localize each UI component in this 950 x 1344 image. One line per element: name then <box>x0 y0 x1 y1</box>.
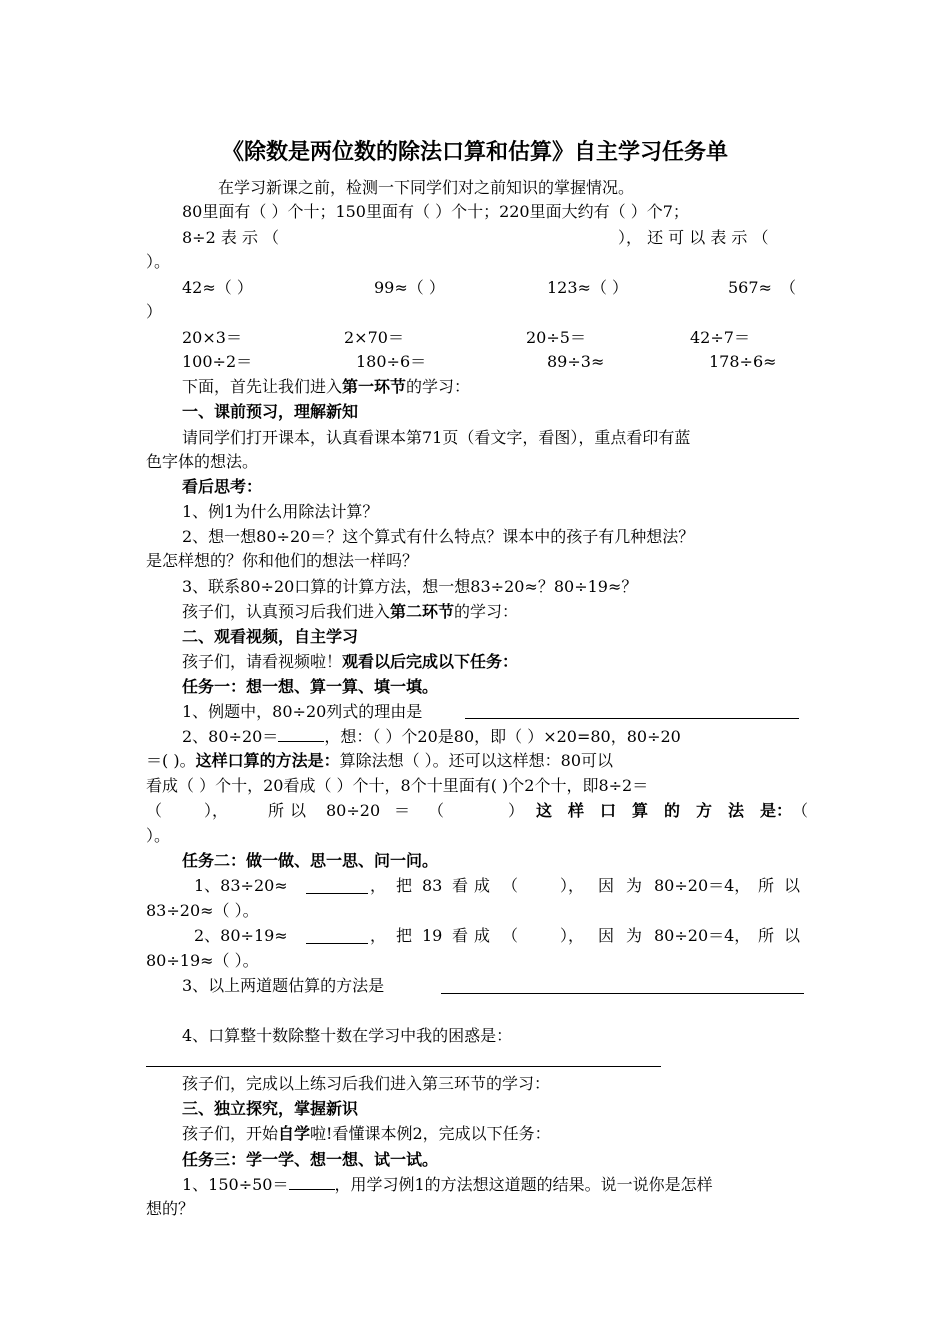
text: 以 <box>290 801 307 820</box>
answer-line[interactable] <box>146 1066 661 1067</box>
task2-item-3: 3、以上两道题估算的方法是 <box>182 976 385 995</box>
text: 80÷20 <box>326 801 381 820</box>
text: ）， <box>560 926 585 945</box>
task2-item-1 <box>194 874 806 898</box>
text: ， <box>370 876 387 895</box>
calc-item: 89÷3≈ <box>547 352 605 371</box>
emphasis: 法 <box>728 801 745 820</box>
text: ＝( )。 <box>146 751 196 770</box>
task2-item-4: 4、口算整十数除整十数在学习中我的困惑是： <box>182 1026 513 1045</box>
text: 1、例题中，80÷20列式的理由是 <box>182 702 423 721</box>
text: 1、83÷20≈ <box>194 876 288 895</box>
emphasis: 自学 <box>278 1124 311 1143</box>
text: 为 <box>626 876 643 895</box>
emphasis: 这 <box>536 801 553 820</box>
approx-item: 567≈ （ <box>728 278 796 297</box>
text: 所 <box>268 801 285 820</box>
calc-item: 20÷5＝ <box>526 328 586 347</box>
answer-line[interactable] <box>441 993 804 994</box>
text: （ <box>428 801 445 820</box>
text: 80÷20＝4， <box>654 926 751 945</box>
question-2-cont: 是怎样想的？你和他们的想法一样吗？ <box>146 551 419 570</box>
text: ＝ <box>394 801 411 820</box>
text: 因 <box>598 876 615 895</box>
text: 2、80÷20＝ <box>182 727 279 746</box>
text: 以 <box>784 926 801 945</box>
calc-item: 2×70＝ <box>344 328 404 347</box>
text: 2、80÷19≈ <box>194 926 288 945</box>
text: （ <box>502 876 519 895</box>
text: 成 <box>474 876 491 895</box>
review-line-2-end: ）。 <box>146 252 171 271</box>
text: 1、150÷50＝ <box>182 1175 289 1194</box>
task-2-heading: 任务二：做一做、思一思、问一问。 <box>182 851 439 870</box>
text: 成 <box>474 926 491 945</box>
sec1-body-2: 色字体的想法。 <box>146 452 259 471</box>
calc-item: 20×3＝ <box>182 328 242 347</box>
text: 所 <box>758 926 775 945</box>
text: 孩子们，开始 <box>182 1124 279 1143</box>
answer-blank[interactable] <box>289 1172 335 1190</box>
text: 以 <box>784 876 801 895</box>
answer-blank[interactable] <box>278 724 324 742</box>
text: ， <box>370 926 387 945</box>
text: 孩子们，请看视频啦！ <box>182 652 343 671</box>
task-1-heading: 任务一：想一想、算一算、填一填。 <box>182 677 439 696</box>
sec1-body-1: 请同学们打开课本，认真看课本第71页（看文字，看图），重点看印有蓝 <box>182 428 691 447</box>
text: （ <box>502 926 519 945</box>
text: ）， <box>560 876 585 895</box>
emphasis: 算 <box>632 801 649 820</box>
section-3-heading: 三、独立探究，掌握新识 <box>182 1099 359 1118</box>
text: 孩子们，认真预习后我们进入 <box>182 602 391 621</box>
text: 看 <box>452 876 469 895</box>
approx-item: 99≈（ ） <box>374 278 445 297</box>
review-l2-part-b: ）， 还 可 以 表 示 （ <box>618 228 769 247</box>
emphasis: 第一环节 <box>342 377 407 396</box>
text: 看 <box>452 926 469 945</box>
question-1: 1、例1为什么用除法计算？ <box>182 502 379 521</box>
text: 因 <box>598 926 615 945</box>
task3-item-1 <box>182 1172 806 1196</box>
text: ，用学习例1的方法想这道题的结果。说一说你是怎样 <box>334 1175 713 1194</box>
task2-item-1-cont: 83÷20≈（ ）。 <box>146 901 259 920</box>
section-2-heading: 二、观看视频，自主学习 <box>182 627 359 646</box>
text: ，想：（ ）个20是80，即（ ）×20=80，80÷20 <box>324 727 681 746</box>
review-l2-part-a: 8÷2 表 示 （ <box>182 228 280 247</box>
think-heading: 看后思考： <box>182 477 263 496</box>
text: 的学习： <box>454 602 519 621</box>
task1-item-2-cont <box>146 799 809 823</box>
emphasis: 的 <box>664 801 681 820</box>
text: （ <box>792 801 809 820</box>
task2-item-2-cont: 80÷19≈（ ）。 <box>146 951 259 970</box>
section-1-heading: 一、课前预习，理解新知 <box>182 402 359 421</box>
answer-blank[interactable] <box>306 876 368 901</box>
review-line-1: 80里面有（ ）个十；150里面有（ ）个十；220里面大约有（ ）个7； <box>182 202 689 221</box>
stage1-intro <box>182 375 842 399</box>
video-instruction <box>182 650 806 674</box>
text: 83 <box>422 876 443 895</box>
calc-item: 100÷2＝ <box>182 352 253 371</box>
answer-blank[interactable] <box>306 926 368 951</box>
text: 下面，首先让我们进入 <box>182 377 343 396</box>
text: ） <box>508 801 525 820</box>
emphasis: 口 <box>600 801 617 820</box>
emphasis: 这样口算的方法是： <box>195 751 340 770</box>
task1-item-2-cont: 看成（ ）个十，20看成（ ）个十，8个十里面有( )个2个十，即8÷2＝ <box>146 776 649 795</box>
task1-item-1 <box>182 700 806 724</box>
text: 80÷20＝4， <box>654 876 751 895</box>
emphasis: 样 <box>568 801 585 820</box>
answer-line[interactable] <box>465 718 799 719</box>
approx-row-end: ） <box>146 302 163 321</box>
calc-item: 178÷6≈ <box>709 352 777 371</box>
task2-item-2 <box>194 924 806 948</box>
self-study-instruction <box>182 1122 806 1146</box>
calc-row-1 <box>182 326 806 350</box>
question-2: 2、想一想80÷20＝？这个算式有什么特点？课本中的孩子有几种想法？ <box>182 527 695 546</box>
calc-item: 180÷6＝ <box>356 352 427 371</box>
text: 19 <box>422 926 443 945</box>
text: ）， <box>204 801 229 820</box>
approx-row <box>182 276 806 300</box>
text: 把 <box>396 876 413 895</box>
text: 的学习： <box>406 377 471 396</box>
page-title: 《除数是两位数的除法口算和估算》自主学习任务单 <box>221 139 728 165</box>
emphasis: 是： <box>760 801 793 820</box>
task1-item-2-cont <box>146 749 806 773</box>
text: 算除法想（ ）。还可以这样想：80可以 <box>339 751 614 770</box>
task1-item-2 <box>182 724 806 748</box>
text: 所 <box>758 876 775 895</box>
calc-item: 42÷7＝ <box>690 328 750 347</box>
emphasis: 观看以后完成以下任务： <box>342 652 519 671</box>
stage2-intro <box>182 600 806 624</box>
calc-row-2 <box>182 350 806 374</box>
emphasis: 方 <box>696 801 713 820</box>
task3-item-1-cont: 想的？ <box>146 1199 195 1218</box>
task1-item-2-end: ）。 <box>146 826 171 845</box>
text: 把 <box>396 926 413 945</box>
intro-text: 在学习新课之前，检测一下同学们对之前知识的掌握情况。 <box>218 178 635 197</box>
text: 啦!看懂课本例2，完成以下任务： <box>310 1124 551 1143</box>
approx-item: 42≈（ ） <box>182 278 253 297</box>
review-line-2 <box>182 226 806 250</box>
task-3-heading: 任务三：学一学、想一想、试一试。 <box>182 1150 439 1169</box>
text: 为 <box>626 926 643 945</box>
text: （ <box>146 801 163 820</box>
question-3: 3、联系80÷20口算的计算方法，想一想83÷20≈？80÷19≈？ <box>182 577 638 596</box>
approx-item: 123≈（ ） <box>547 278 629 297</box>
stage3-intro: 孩子们，完成以上练习后我们进入第三环节的学习： <box>182 1074 551 1093</box>
emphasis: 第二环节 <box>390 602 455 621</box>
